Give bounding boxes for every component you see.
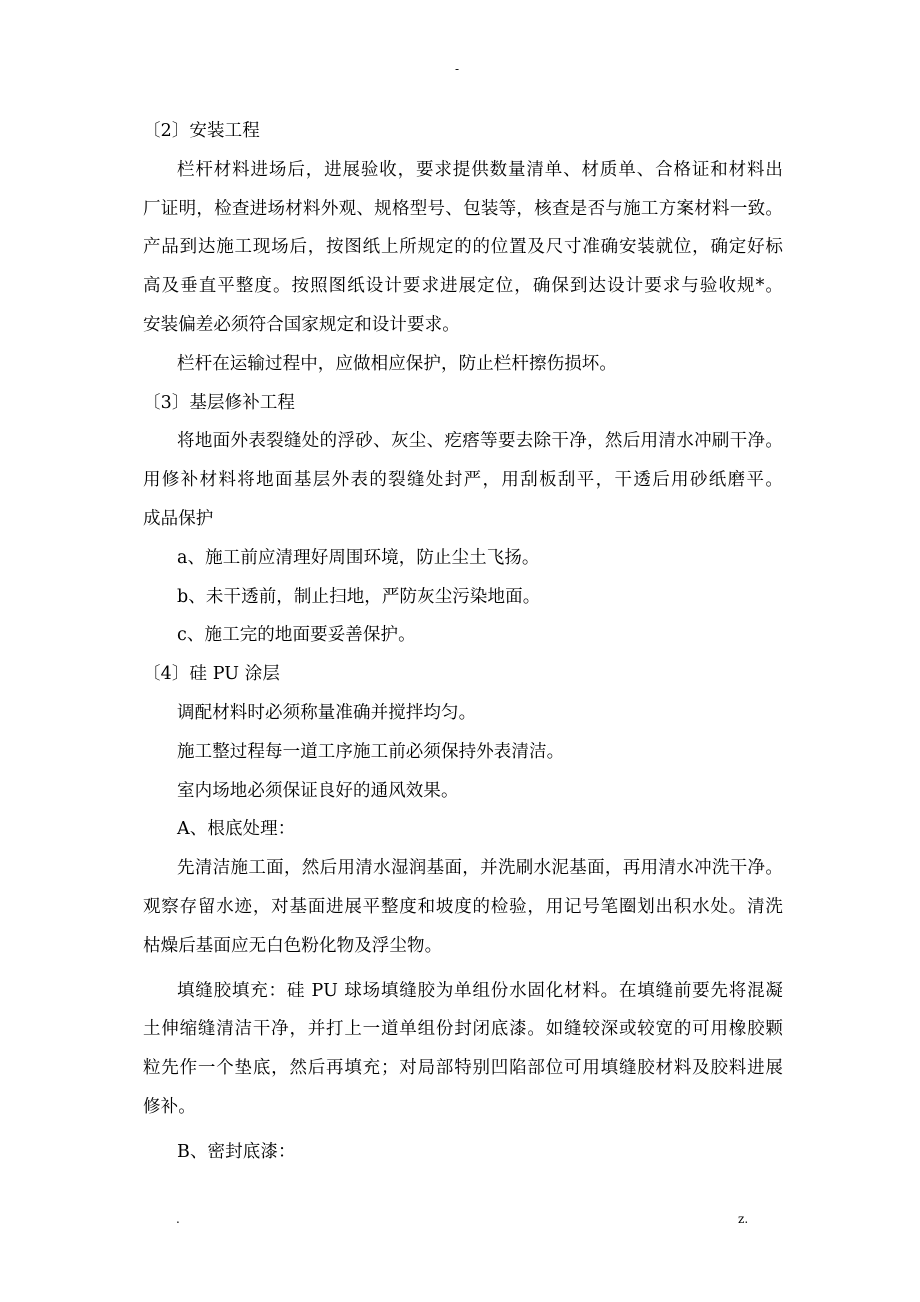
paragraph-line: 安装偏差必须符合国家规定和设计要求。 bbox=[143, 314, 460, 335]
section-heading-pu-coating: 〔4〕硅 PU 涂层 bbox=[143, 664, 280, 685]
section-heading-install: 〔2〕安装工程 bbox=[143, 121, 260, 141]
paragraph-line: 栏杆材料进场后，进展验收，要求提供数量清单、材质单、合格证和材料出 bbox=[177, 159, 783, 180]
list-item: a、施工前应清理好周围环境，防止尘土飞扬。 bbox=[177, 547, 540, 568]
list-item: c、施工完的地面要妥善保护。 bbox=[177, 625, 416, 646]
footer-left-mark: . bbox=[176, 1212, 180, 1226]
paragraph-line: 用修补材料将地面基层外表的裂缝处封严，用刮板刮平，干透后用砂纸磨平。 bbox=[143, 470, 783, 491]
paragraph-line: 高及垂直平整度。按照图纸设计要求进展定位，确保到达设计要求与验收规*。 bbox=[143, 276, 783, 297]
document-body bbox=[143, 112, 783, 1172]
paragraph-line: 调配材料时必须称量准确并搅拌均匀。 bbox=[177, 702, 477, 723]
subheading-product-protection: 成品保护 bbox=[143, 508, 214, 529]
paragraph-line: 粒先作一个垫底，然后再填充；对局部特别凹陷部位可用填缝胶材料及胶料进展 bbox=[143, 1058, 783, 1079]
paragraph-line: 土伸缩缝清洁干净，并打上一道单组份封闭底漆。如缝较深或较宽的可用橡胶颗 bbox=[143, 1019, 783, 1040]
list-item: b、未干透前，制止扫地，严防灰尘污染地面。 bbox=[177, 586, 541, 607]
paragraph-line: 产品到达施工现场后，按图纸上所规定的的位置及尺寸准确安装就位，确定好标 bbox=[143, 237, 783, 258]
subheading-base-treatment: A、根底处理： bbox=[177, 819, 296, 840]
header-mark: - bbox=[455, 62, 460, 76]
paragraph-line: 修补。 bbox=[143, 1096, 196, 1117]
paragraph-line: 室内场地必须保证良好的通风效果。 bbox=[177, 780, 459, 801]
subheading-sealing-primer: B、密封底漆： bbox=[177, 1141, 296, 1162]
footer-right-mark: z. bbox=[738, 1212, 749, 1226]
paragraph-line: 将地面外表裂缝处的浮砂、灰尘、疙瘩等要去除干净，然后用清水冲刷干净。 bbox=[177, 431, 783, 452]
paragraph-line: 枯燥后基面应无白色粉化物及浮尘物。 bbox=[143, 935, 443, 956]
paragraph-line: 观察存留水迹，对基面进展平整度和坡度的检验，用记号笔圈划出积水处。清洗 bbox=[143, 896, 783, 917]
paragraph-line: 填缝胶填充：硅 PU 球场填缝胶为单组份水固化材料。在填缝前要先将混凝 bbox=[177, 980, 783, 1001]
section-heading-base-repair: 〔3〕基层修补工程 bbox=[143, 392, 296, 413]
paragraph-line: 先清洁施工面，然后用清水湿润基面，并洗刷水泥基面，再用清水冲洗干净。 bbox=[177, 858, 783, 879]
paragraph-line: 栏杆在运输过程中，应做相应保护，防止栏杆擦伤损坏。 bbox=[177, 353, 617, 374]
paragraph-line: 厂证明，检查进场材料外观、规格型号、包装等，核查是否与施工方案材料一致。 bbox=[143, 198, 783, 219]
paragraph-line: 施工整过程每一道工序施工前必须保持外表清洁。 bbox=[177, 741, 565, 762]
